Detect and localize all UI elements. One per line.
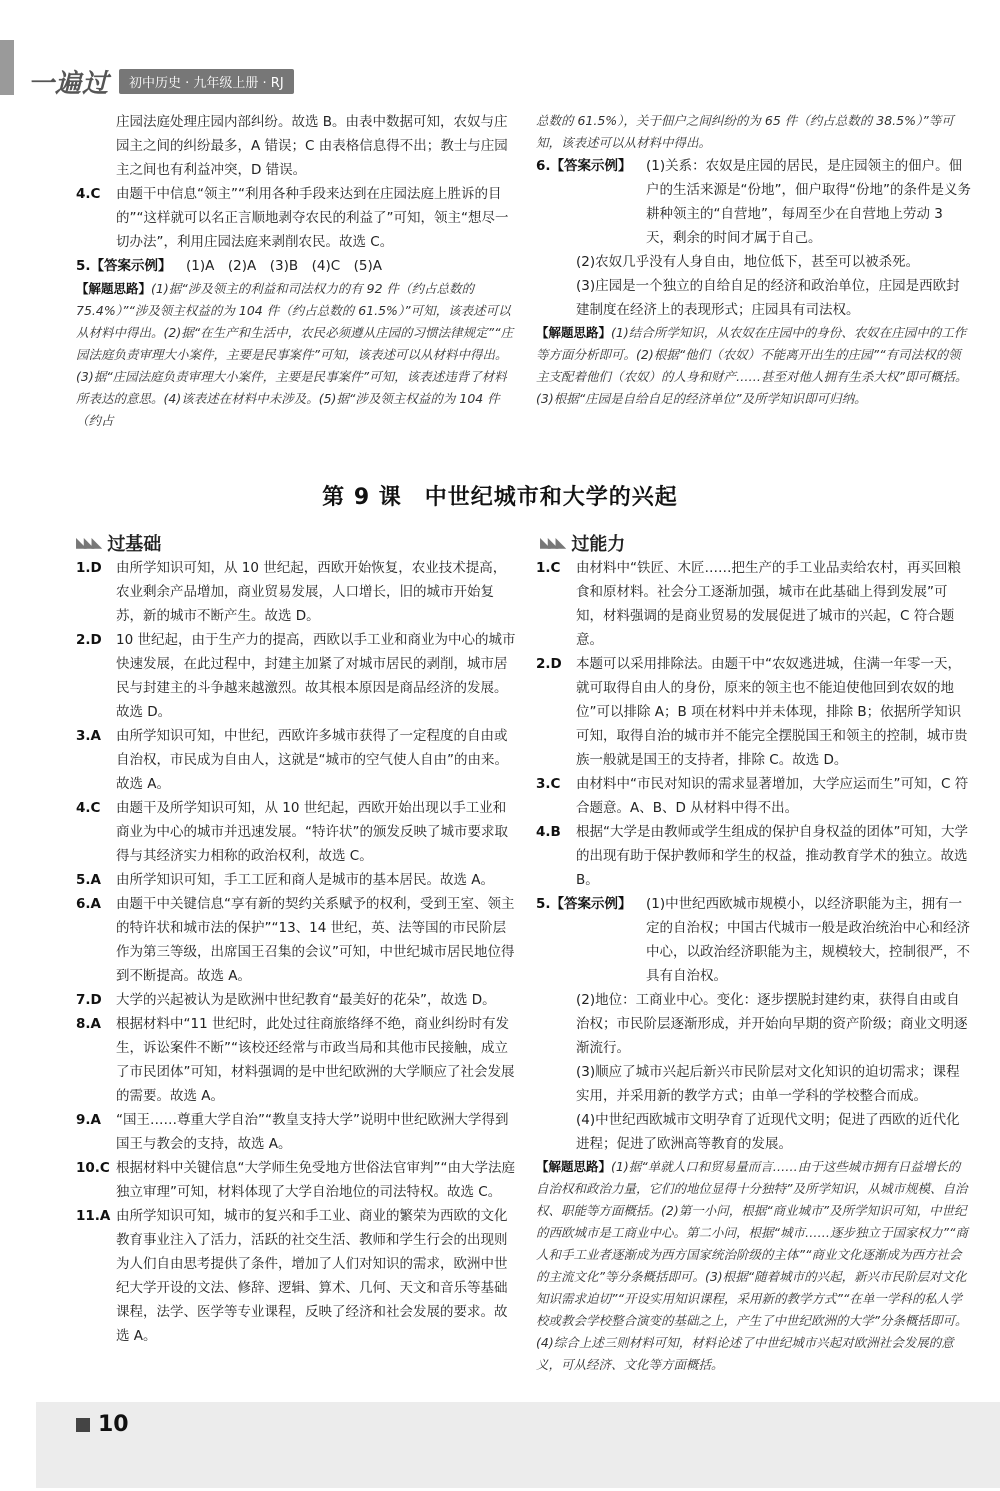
section-title: 过基础 (107, 534, 162, 555)
answer-item (536, 652, 972, 772)
section-title: 过能力 (571, 534, 626, 555)
top-right-column (536, 110, 972, 410)
answer-item (76, 868, 516, 892)
basic-answers-column (76, 556, 516, 1348)
answer-number (76, 110, 116, 182)
solution-hint (76, 278, 516, 432)
answer-text: 10 世纪起，由于生产力的提高，西欧以手工业和商业为中心的城市快速发展，在此过程中，封建主加紧了对城市居民的剥削，城市居民与封建主的斗争越来越激烈。故其根本原因是商品经济的发展。故选 D。 (116, 632, 516, 720)
solution-hint (536, 322, 972, 410)
book-tag: 初中历史 · 九年级上册 · RJ (119, 69, 294, 94)
answer-item (536, 556, 972, 652)
answer-item (536, 820, 972, 892)
page-header (28, 66, 294, 99)
answer-text: (1)关系：农奴是庄园的居民，是庄园领主的佃户。佃户的生活来源是“份地”，佃户取得“份地”的条件是义务耕种领主的“自营地”，每周至少在自营地上劳动 3 天，剩余的时间才属于自己。 (646, 158, 971, 246)
answer-item (76, 628, 516, 724)
answer-text: (1)A (2)A (3)B (4)C (5)A (186, 258, 383, 274)
answer-item (76, 254, 516, 278)
ability-answers-column (536, 556, 972, 1376)
hint-text: (1)据“单就人口和贸易量而言……由于这些城市拥有日益增长的自治权和政治力量，它们的地位显得十分独特”及所学知识，从城市规模、自治权、职能等方面概括。(2)第一小问，根据“商业城市”及所学知识可知，中世纪的西欧城市是工商业中心。第二小问，根据“城市……逐步独立于国家权力”“商人和手工业者逐渐成为西方国家统治阶级的主体”“商业文化逐渐成为西方社会的主流文化”等分条概括即可。(3)根据“随着城市的兴起，新兴市民阶层对文化知识需求迫切”“开设实用知识课程，采用新的教学方式”“在单一学科的私人学校或教会学校整合演变的基础之上，产生了中世纪欧洲的大学”分条概括即可。(4)综合上述三则材料可知，材料论述了中世纪城市兴起对欧洲社会发展的意义，可从经济、文化等方面概括。 (536, 1159, 968, 1372)
hint-label: 【解题思路】 (76, 281, 152, 296)
answer-number (536, 988, 576, 1060)
hint-label: 【解题思路】 (536, 1159, 612, 1174)
answer-item (536, 772, 972, 820)
answer-item (536, 1108, 972, 1156)
answer-text: (3)顺应了城市兴起后新兴市民阶层对文化知识的迫切需求；课程实用，并采用新的教学方式；由单一学科的学校整合而成。 (576, 1064, 960, 1104)
answer-text: (4)中世纪西欧城市文明孕育了近现代文明；促进了西欧的近代化进程；促进了欧洲高等教育的发展。 (576, 1112, 960, 1152)
answer-text: (3)庄园是一个独立的自给自足的经济和政治单位，庄园是西欧封建制度在经济上的表现形式；庄园具有司法权。 (576, 278, 960, 318)
answer-item (76, 556, 516, 628)
answer-number: 6.A (76, 896, 101, 912)
answer-text: 由所学知识可知，从 10 世纪起，西欧开始恢复，农业技术提高，农业剩余产品增加，商业贸易发展，人口增长，旧的城市开始复苏，新的城市不断产生。故选 D。 (116, 560, 507, 624)
answer-number: 3.A (76, 728, 101, 744)
answer-number: 9.A (76, 1112, 101, 1128)
answer-text: 由所学知识可知，手工工匠和商人是城市的基本居民。故选 A。 (116, 872, 495, 888)
answer-text: 大学的兴起被认为是欧洲中世纪教育“最美好的花朵”，故选 D。 (116, 992, 496, 1008)
answer-text: 由材料中“铁匠、木匠……把生产的手工业品卖给农村，再买回粮食和原材料。社会分工逐渐加强，城市在此基础上得到发展”可知，材料强调的是商业贸易的发展促进了城市的兴起，C 符合题意。 (576, 560, 961, 648)
answer-number: 1.C (536, 560, 561, 576)
answer-text: 由所学知识可知，城市的复兴和手工业、商业的繁荣为西欧的文化教育事业注入了活力，活跃的社交生活、教师和学生行会的出现则为人们自由思考提供了条件，增加了人们对知识的需求，欧洲中世纪大学开设的文法、修辞、逻辑、算术、几何、天文和音乐等基础课程，法学、医学等专业课程，反映了经济和社会发展的要求。故选 A。 (116, 1208, 508, 1344)
answer-number: 4.C (76, 186, 101, 202)
answer-number: 4.B (536, 824, 561, 840)
answer-number (536, 1060, 576, 1108)
answer-number: 7.D (76, 992, 102, 1008)
hint-continuation: 总数的 61.5%），关于佃户之间纠纷的为 65 件（约占总数的 38.5%）”等可知，该表述可以从材料中得出。 (536, 113, 954, 150)
answer-number: 2.D (76, 632, 102, 648)
page-number (76, 1412, 129, 1437)
answer-text: 由题干及所学知识可知，从 10 世纪起，西欧开始出现以手工业和商业为中心的城市并迅速发展。“特许状”的颁发反映了城市要求取得与其经济实力相称的政治权利，故选 C。 (116, 800, 508, 864)
section-basic (76, 528, 161, 558)
answer-item (536, 250, 972, 274)
answer-text: (2)地位：工商业中心。变化：逐步摆脱封建约束，获得自由或自治权；市民阶层逐渐形成，并开始向早期的资产阶级；商业文明逐渐流行。 (576, 992, 968, 1056)
answer-text: 由题干中信息“领主”“利用各种手段来达到在庄园法庭上胜诉的目的”“这样就可以名正言顺地剥夺农民的利益了”可知，领主“想尽一切办法”，利用庄园法庭来剥削农民。故选 C。 (116, 186, 509, 250)
answer-item (76, 892, 516, 988)
answer-number: 10.C (76, 1160, 110, 1176)
answer-item (76, 796, 516, 868)
answer-text: 由题干中关键信息“享有新的契约关系赋予的权利，受到王室、领主的特许状和城市法的保护”“13、14 世纪，英、法等国的市民阶层作为第三等级，出席国王召集的会议”可知，中世纪城市居民地位得到不断提高。故选 A。 (116, 896, 515, 984)
wing-icon: ◣◣◣ (76, 535, 100, 551)
answer-number: 6.【答案示例】 (536, 158, 632, 174)
answer-item (536, 988, 972, 1060)
footer-band (36, 1402, 1000, 1488)
answer-item (536, 154, 972, 250)
section-ability (540, 528, 625, 558)
answer-text: (2)农奴几乎没有人身自由，地位低下，甚至可以被杀死。 (576, 254, 920, 270)
answer-number: 11.A (76, 1208, 111, 1224)
answer-item (76, 1156, 516, 1204)
page-number-text: 10 (98, 1412, 129, 1437)
answer-number: 4.C (76, 800, 101, 816)
answer-number (536, 274, 576, 322)
answer-text: “国王……尊重大学自治”“教皇支持大学”说明中世纪欧洲大学得到国王与教会的支持，故选 A。 (116, 1112, 509, 1152)
answer-text: 由所学知识可知，中世纪，西欧许多城市获得了一定程度的自由或自治权，市民成为自由人，这就是“城市的空气使人自由”的由来。故选 A。 (116, 728, 508, 792)
hint-label: 【解题思路】 (536, 325, 612, 340)
answer-number: 5.【答案示例】 (536, 896, 632, 912)
answer-text: (1)中世纪西欧城市规模小，以经济职能为主，拥有一定的自治权；中国古代城市一般是政治统治中心和经济中心，以政治经济职能为主，规模较大，控制很严，不具有自治权。 (646, 896, 970, 984)
answer-item (76, 1108, 516, 1156)
answer-number (536, 1108, 576, 1156)
answer-item (76, 988, 516, 1012)
answer-number: 5.【答案示例】 (76, 258, 172, 274)
answer-text: 本题可以采用排除法。由题干中“农奴逃进城，住满一年零一天，就可取得自由人的身份，原来的领主也不能迫使他回到农奴的地位”可以排除 A；B 项在材料中并未体现，排除 B；依据所学知识可知，取得自治的城市并不能完全摆脱国王和领主的控制，城市贵族一般就是国王的支持者，排除 C。故选 D。 (576, 656, 968, 768)
answer-number: 5.A (76, 872, 101, 888)
answer-number: 3.C (536, 776, 561, 792)
answer-item (536, 1060, 972, 1108)
answer-number: 2.D (536, 656, 562, 672)
answer-item (536, 892, 972, 988)
answer-text: 根据材料中“11 世纪时，此处过往商旅络绎不绝，商业纠纷时有发生，诉讼案件不断”“该校还经常与市政当局和其他市民接触，成立了市民团体”可知，材料强调的是中世纪欧洲的大学顺应了社会发展的需要。故选 A。 (116, 1016, 515, 1104)
answer-number: 1.D (76, 560, 102, 576)
answer-item (76, 724, 516, 796)
answer-text: 庄园法庭处理庄园内部纠纷。故选 B。由表中数据可知，农奴与庄园主之间的纠纷最多，A 错误；C 由表格信息得不出；教士与庄园主之间也有利益冲突，D 错误。 (116, 114, 508, 178)
answer-text: 根据材料中关键信息“大学师生免受地方世俗法官审判”“由大学法庭独立审理”可知，材料体现了大学自治地位的司法特权。故选 C。 (116, 1160, 515, 1200)
answer-text: 由材料中“市民对知识的需求显著增加，大学应运而生”可知，C 符合题意。A、B、D 从材料中得不出。 (576, 776, 969, 816)
brand-logo: 一遍过 (28, 68, 110, 99)
lesson-title: 第 9 课 中世纪城市和大学的兴起 (322, 485, 678, 510)
edge-strip (0, 40, 14, 95)
hint-text: (1)结合所学知识，从农奴在庄园中的身份、农奴在庄园中的工作等方面分析即可。(2)根据“他们（农奴）不能离开出生的庄园”“有司法权的领主支配着他们（农奴）的人身和财产……甚至对他人拥有生杀大权”即可概括。(3)根据“庄园是自给自足的经济单位”及所学知识即可归纳。 (536, 325, 968, 406)
square-icon (76, 1418, 90, 1432)
answer-item (76, 1204, 516, 1348)
hint-text: (1)据“涉及领主的利益和司法权力的有 92 件（约占总数的 75.4%）”“涉及领主权益的为 104 件（约占总数的 61.5%）”可知，该表述可以从材料中得出。(2)据“在生产和生活中，农民必须遵从庄园的习惯法律规定”“庄园法庭负责审理大小案件，主要是民事案件”可知，该表述可以从材料中得出。(3)据“庄园法庭负责审理大小案件，主要是民事案件”可知，该表述违背了材料所表达的意思。(4)该表述在材料中未涉及。(5)据“涉及领主权益的为 104 件（约占 (76, 281, 514, 428)
answer-item (76, 110, 516, 182)
answer-item (76, 1012, 516, 1108)
wing-icon: ◣◣◣ (540, 535, 564, 551)
answer-text: 根据“大学是由教师或学生组成的保护自身权益的团体”可知，大学的出现有助于保护教师和学生的权益，推动教育学术的独立。故选 B。 (576, 824, 968, 888)
answer-item (76, 182, 516, 254)
answer-number: 8.A (76, 1016, 101, 1032)
answer-item (536, 274, 972, 322)
solution-hint (536, 1156, 972, 1376)
top-left-column (76, 110, 516, 432)
answer-number (536, 250, 576, 274)
